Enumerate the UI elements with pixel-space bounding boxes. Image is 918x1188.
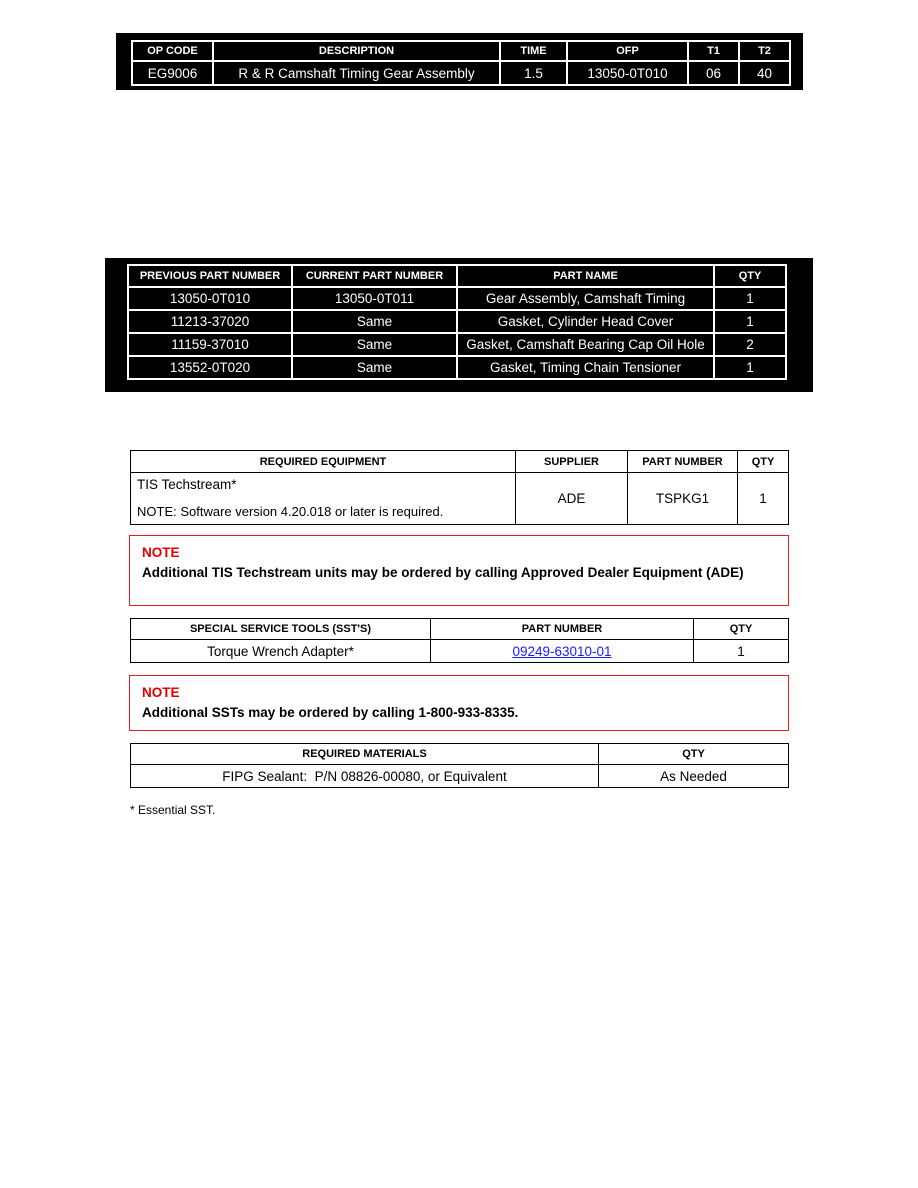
header-part-name: PART NAME <box>457 265 714 287</box>
table-row <box>128 310 786 333</box>
current-part-number: Same <box>292 310 457 333</box>
current-part-number: 13050-0T011 <box>292 287 457 310</box>
equipment-header-row <box>131 451 789 473</box>
note-title: NOTE <box>142 545 180 560</box>
header-qty: QTY <box>599 744 789 765</box>
time-value: 1.5 <box>500 61 567 85</box>
header-current-part-number: CURRENT PART NUMBER <box>292 265 457 287</box>
equipment-qty: 1 <box>738 473 789 525</box>
parts-table <box>127 264 787 380</box>
table-row <box>131 473 789 525</box>
current-part-number: Same <box>292 356 457 379</box>
table-row <box>132 61 790 85</box>
footnote-essential-sst: * Essential SST. <box>130 803 216 817</box>
header-description: DESCRIPTION <box>213 41 500 61</box>
materials-header-row <box>131 744 789 765</box>
part-qty: 1 <box>714 287 786 310</box>
part-name: Gasket, Cylinder Head Cover <box>457 310 714 333</box>
previous-part-number: 11213-37020 <box>128 310 292 333</box>
equipment-supplier: ADE <box>516 473 628 525</box>
ofp-value: 13050-0T010 <box>567 61 688 85</box>
op-code-table <box>131 40 791 86</box>
note-body: Additional TIS Techstream units may be ordered by calling Approved Dealer Equipment (ADE) <box>142 565 744 580</box>
note-box-techstream <box>129 535 789 606</box>
previous-part-number: 13552-0T020 <box>128 356 292 379</box>
header-required-materials: REQUIRED MATERIALS <box>131 744 599 765</box>
material-name: FIPG Sealant: P/N 08826-00080, or Equivalent <box>131 765 599 788</box>
header-qty: QTY <box>694 619 789 640</box>
t1-value: 06 <box>688 61 739 85</box>
header-qty: QTY <box>714 265 786 287</box>
required-materials-table <box>130 743 789 788</box>
sst-part-number-link[interactable]: 09249-63010-01 <box>512 643 612 659</box>
header-required-equipment: REQUIRED EQUIPMENT <box>131 451 516 473</box>
header-ofp: OFP <box>567 41 688 61</box>
previous-part-number: 11159-37010 <box>128 333 292 356</box>
description-value: R & R Camshaft Timing Gear Assembly <box>213 61 500 85</box>
note-body: Additional SSTs may be ordered by calling 1-800-933-8335. <box>142 705 519 720</box>
op-code-table-box <box>116 33 803 90</box>
parts-header-row <box>128 265 786 287</box>
sst-header-row <box>131 619 789 640</box>
header-supplier: SUPPLIER <box>516 451 628 473</box>
header-part-number: PART NUMBER <box>628 451 738 473</box>
required-equipment-table <box>130 450 789 525</box>
note-title: NOTE <box>142 685 180 700</box>
header-part-number: PART NUMBER <box>431 619 694 640</box>
op-code-header-row <box>132 41 790 61</box>
equipment-item: TIS Techstream* <box>137 477 237 492</box>
equipment-item-cell <box>131 473 516 525</box>
equipment-item-note: NOTE: Software version 4.20.018 or later is required. <box>137 504 444 519</box>
material-qty: As Needed <box>599 765 789 788</box>
header-time: TIME <box>500 41 567 61</box>
part-qty: 1 <box>714 356 786 379</box>
header-t1: T1 <box>688 41 739 61</box>
sst-tool-name: Torque Wrench Adapter* <box>131 640 431 663</box>
equipment-part-number: TSPKG1 <box>628 473 738 525</box>
header-previous-part-number: PREVIOUS PART NUMBER <box>128 265 292 287</box>
table-row <box>131 765 789 788</box>
header-special-service-tools: SPECIAL SERVICE TOOLS (SST'S) <box>131 619 431 640</box>
part-qty: 1 <box>714 310 786 333</box>
part-qty: 2 <box>714 333 786 356</box>
note-box-sst <box>129 675 789 731</box>
previous-part-number: 13050-0T010 <box>128 287 292 310</box>
parts-table-box <box>105 258 813 392</box>
part-name: Gasket, Camshaft Bearing Cap Oil Hole <box>457 333 714 356</box>
part-name: Gear Assembly, Camshaft Timing <box>457 287 714 310</box>
current-part-number: Same <box>292 333 457 356</box>
special-service-tools-table <box>130 618 789 663</box>
sst-part-number-cell <box>431 640 694 663</box>
table-row <box>128 333 786 356</box>
header-t2: T2 <box>739 41 790 61</box>
op-code-value: EG9006 <box>132 61 213 85</box>
table-row <box>131 640 789 663</box>
header-qty: QTY <box>738 451 789 473</box>
t2-value: 40 <box>739 61 790 85</box>
header-op-code: OP CODE <box>132 41 213 61</box>
sst-qty: 1 <box>694 640 789 663</box>
part-name: Gasket, Timing Chain Tensioner <box>457 356 714 379</box>
table-row <box>128 356 786 379</box>
table-row <box>128 287 786 310</box>
